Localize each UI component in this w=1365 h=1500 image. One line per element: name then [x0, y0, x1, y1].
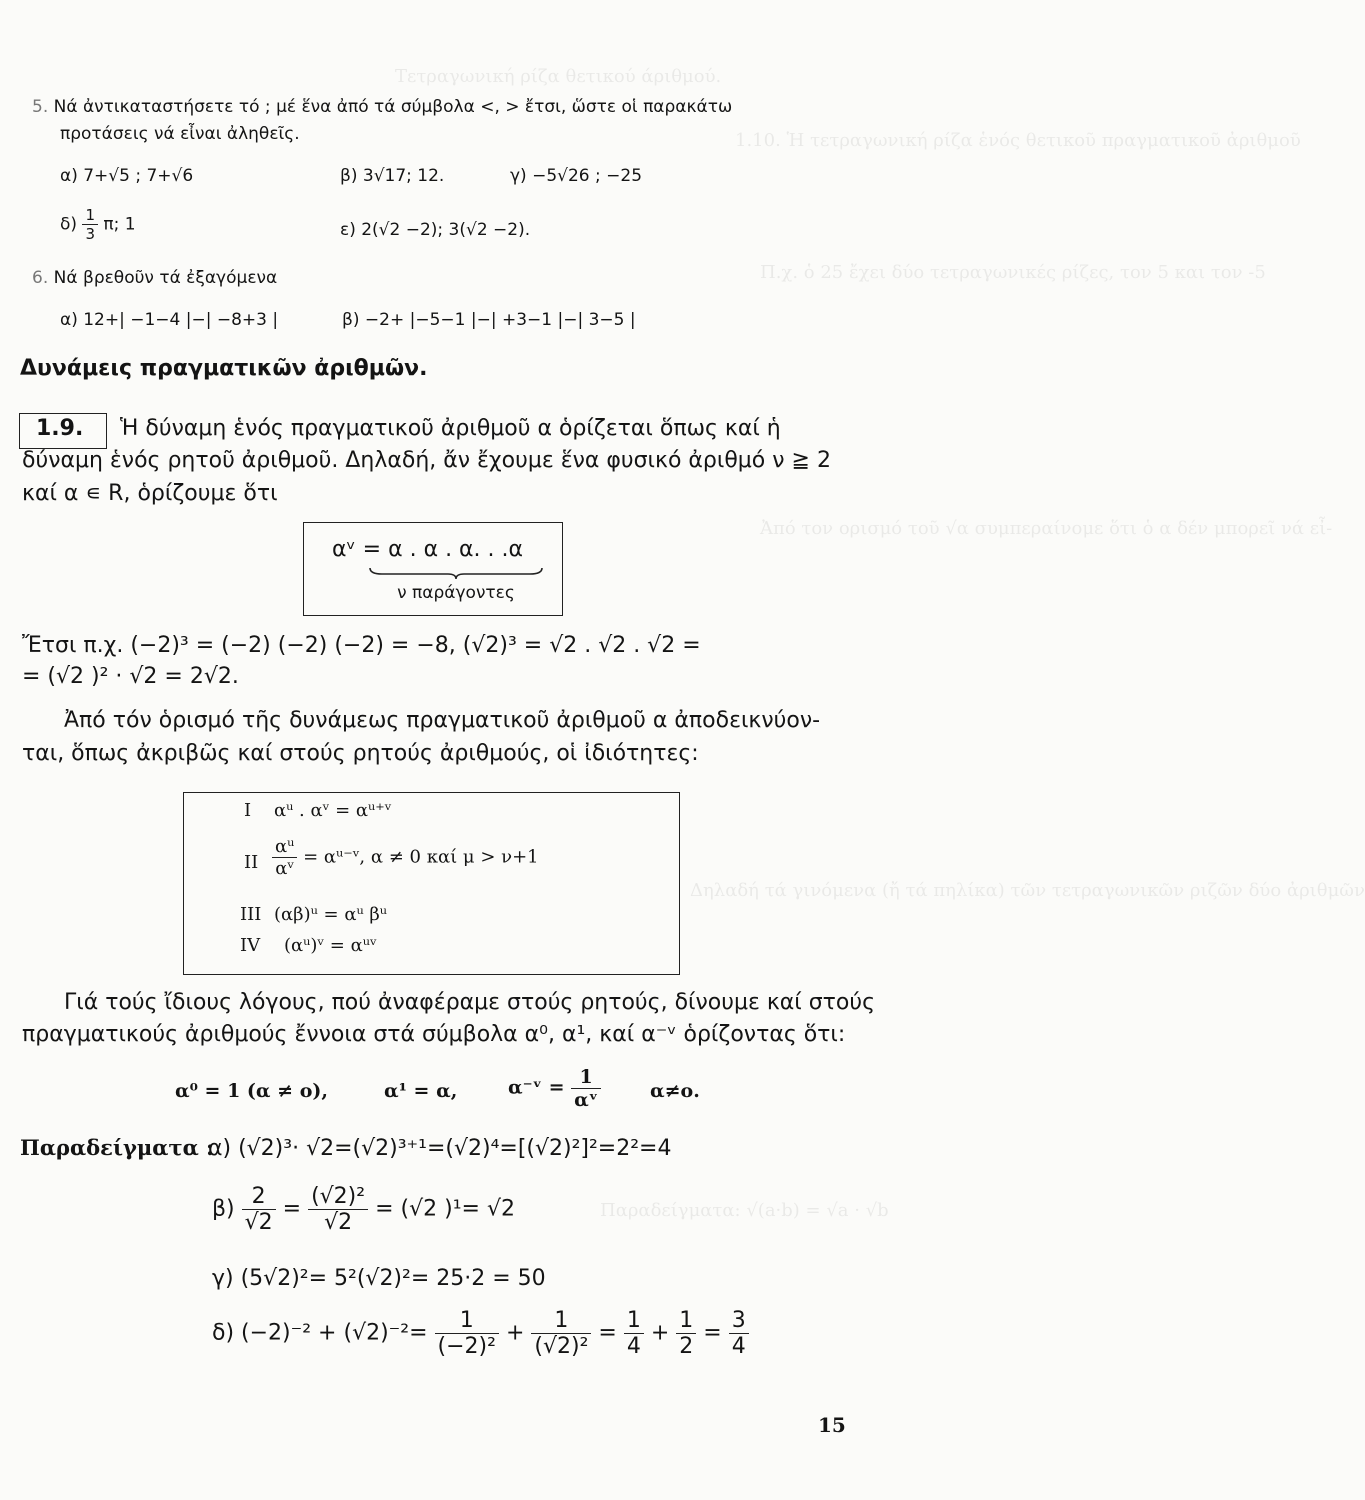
section-heading: Δυνάμεις πραγματικῶν ἀριθμῶν.	[20, 356, 428, 381]
underbrace-label: ν παράγοντες	[397, 583, 515, 603]
fraction-denominator: √2	[244, 1210, 273, 1235]
example-line: Ἔτσι π.χ. (−2)³ = (−2) (−2) (−2) = −8, (√2)³ = √2 . √2 . √2 =	[22, 633, 701, 658]
definition-a0: α⁰ = 1 (α ≠ ο),	[175, 1080, 328, 1102]
exercise-5-text: προτάσεις νά εἶναι ἀληθεῖς.	[60, 124, 300, 144]
fraction-denominator: √2	[324, 1210, 353, 1235]
property-numeral: I	[244, 800, 252, 821]
definition-condition: α≠ο.	[650, 1080, 700, 1102]
paragraph-line: καί α ∊ R, ὁρίζουμε ὅτι	[22, 481, 278, 506]
exercise-5-a: α) 7+√5 ; 7+√6	[60, 166, 194, 186]
bleed-through-line: Δηλαδή τά γινόμενα (ἤ τά πηλίκα) τῶν τετραγωνικῶν ριζῶν δύο ἀριθμῶν	[690, 880, 1365, 901]
fraction-numerator: 1	[624, 1308, 644, 1334]
fraction-denominator: αᵛ	[275, 858, 295, 879]
bleed-through-line: Π.χ. ὁ 25 ἔχει δύο τετραγωνικές ρίζες, τον 5 και τον -5	[760, 262, 1266, 283]
bleed-through-line: Ἀπό τον ορισμό τοῦ √α συμπεραίνομε ὅτι ὁ α δέν μπορεῖ νά εἶ-	[760, 518, 1333, 539]
property-numeral: IV	[240, 935, 261, 956]
fraction-numerator: 1	[676, 1308, 696, 1334]
underbrace	[368, 566, 544, 580]
bleed-through-line: 1.10. Ἡ τετραγωνική ρίζα ἑνός θετικοῦ πραγματικοῦ ἀριθμοῦ	[735, 130, 1301, 151]
property-formula: (αᵘ)ᵛ = αᵘᵛ	[284, 935, 377, 956]
fraction-denominator: (√2)²	[534, 1334, 589, 1359]
page-number: 15	[818, 1413, 846, 1437]
exercise-6-b: β) −2+ |−5−1 |−| +3−1 |−| 3−5 |	[342, 310, 636, 330]
exercise-6: 6. Νά βρεθοῦν τά ἐξαγόμενα	[32, 268, 278, 288]
property-formula: $\frac{\text{αᵘ}}{\text{αᵛ}}$ = αᵘ⁻ᵛ, α ≠ 0 καί μ > ν+1	[272, 836, 539, 879]
paragraph-line: Ἀπό τόν ὁρισμό τῆς δυνάμεως πραγματικοῦ ἀριθμοῦ α ἀποδεικνύον-	[64, 708, 821, 733]
definition-a-negative: α⁻ᵛ = $\frac{1}{\text{αᵛ}}$	[508, 1066, 601, 1111]
fraction-denominator: (−2)²	[437, 1334, 496, 1359]
exercise-5-c: γ) −5√26 ; −25	[510, 166, 643, 186]
paragraph-line: Ἡ δύναμη ἑνός πραγματικοῦ ἀριθμοῦ α ὁρίζεται ὅπως καί ἡ	[120, 416, 781, 441]
example-c: γ) (5√2)²= 5²(√2)²= 25·2 = 50	[212, 1266, 546, 1291]
paragraph-line: ται, ὅπως ἀκριβῶς καί στούς ρητούς ἀριθμούς, οἱ ἰδιότητες:	[22, 741, 699, 766]
paragraph-line: Γιά τούς ἴδιους λόγους, πού ἀναφέραμε στούς ρητούς, δίνουμε καί στούς	[64, 990, 876, 1015]
fraction-denominator: αᵛ	[574, 1089, 599, 1111]
example-a: α) (√2)³· √2=(√2)³⁺¹=(√2)⁴=[(√2)²]²=2²=4	[208, 1136, 672, 1161]
fraction-denominator: 2	[679, 1334, 694, 1359]
fraction-denominator: 4	[626, 1334, 641, 1359]
fraction-numerator: αᵘ	[272, 836, 297, 858]
fraction-numerator: 1	[82, 206, 98, 225]
section-number: 1.9.	[36, 416, 84, 441]
exercise-6-a: α) 12+| −1−4 |−| −8+3 |	[60, 310, 279, 330]
fraction-numerator: 1	[571, 1066, 601, 1089]
exercise-number: 5.	[32, 97, 49, 117]
fraction-denominator: 4	[731, 1334, 746, 1359]
paragraph-line: δύναμη ἑνός ρητοῦ ἀριθμοῦ. Δηλαδή, ἄν ἔχουμε ἕνα φυσικό ἀριθμό ν ≧ 2	[22, 448, 831, 473]
definition-a1: α¹ = α,	[384, 1080, 458, 1102]
fraction-numerator: 2	[242, 1184, 276, 1210]
examples-label: Παραδείγματα :	[20, 1135, 214, 1160]
exercise-5-b: β) 3√17; 12.	[340, 166, 445, 186]
property-formula: (αβ)ᵘ = αᵘ βᵘ	[274, 904, 387, 925]
property-formula: αᵘ . αᵛ = αᵘ⁺ᵛ	[274, 800, 392, 821]
fraction-numerator: (√2)²	[308, 1184, 368, 1210]
exercise-5-d: δ) $\frac{1}{3}$ π; 1	[60, 206, 136, 243]
exercise-5-e: ε) 2(√2 −2); 3(√2 −2).	[340, 220, 531, 240]
property-numeral: II	[244, 852, 259, 873]
fraction-denominator: 3	[85, 225, 95, 243]
fraction-numerator: 1	[531, 1308, 591, 1334]
example-b: β) $\frac{2}{√2}$ = $\frac{\text{(√2)²}}{√2}$ = (√2 )¹= √2	[212, 1184, 515, 1235]
fraction-numerator: 3	[729, 1308, 749, 1334]
power-definition-formula: αᵛ = α . α . α. . .α	[332, 537, 524, 562]
property-numeral: III	[240, 904, 262, 925]
bleed-through-line: Παραδείγματα: √(a·b) = √a · √b	[600, 1200, 889, 1221]
example-line: = (√2 )² · √2 = 2√2.	[22, 664, 239, 689]
bleed-through-line: Τετραγωνική ρίζα θετικού άριθμού.	[395, 66, 722, 87]
exercise-5: 5. Νά ἀντικαταστήσετε τό ; μέ ἕνα ἀπό τά σύμβολα <, > ἔτσι, ὥστε οἱ παρακάτω	[32, 97, 733, 117]
example-d: δ) (−2)⁻² + (√2)⁻²= $\frac{1}{\text{(−2)²}}$ + $\frac{1}{\text{(√2)²}}$ = $\frac{1}{4}$ + $\frac{1}{2}$ = $\frac{3}{4}$	[212, 1308, 749, 1359]
paragraph-line: πραγματικούς ἀριθμούς ἔννοια στά σύμβολα α⁰, α¹, καί α⁻ᵛ ὁρίζοντας ὅτι:	[22, 1022, 846, 1047]
fraction-numerator: 1	[435, 1308, 499, 1334]
exercise-number: 6.	[32, 268, 49, 288]
